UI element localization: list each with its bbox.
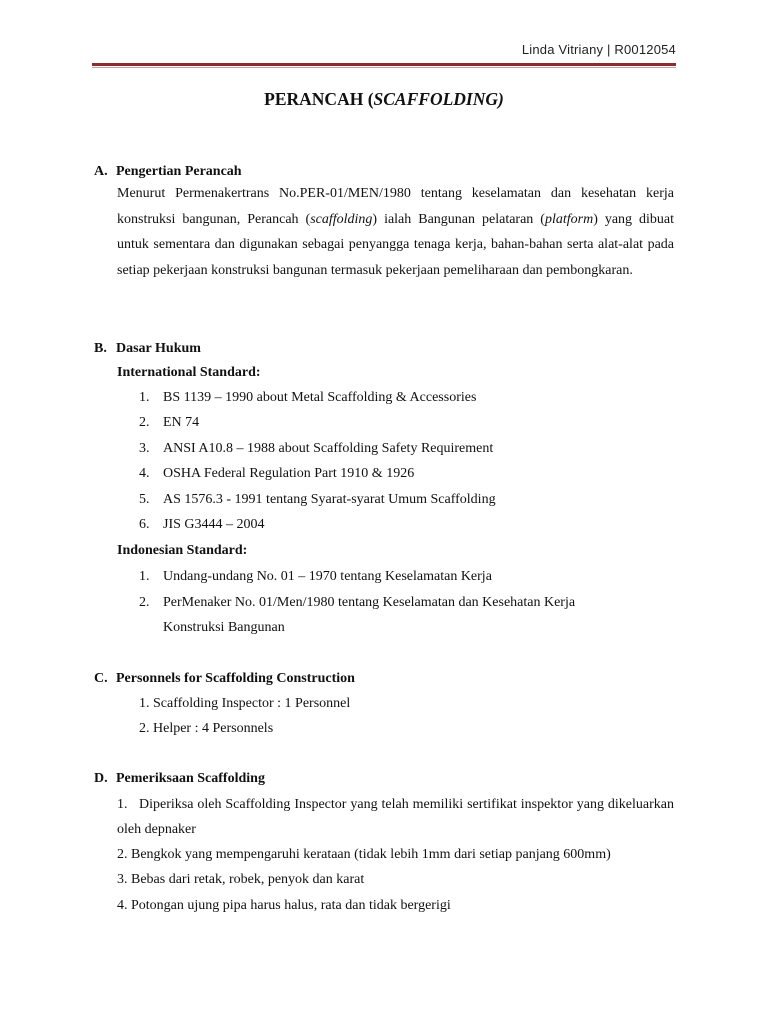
intl-standard-heading: International Standard: (117, 365, 261, 380)
header-rule (92, 63, 676, 66)
page-header-author: Linda Vitriany | R0012054 (521, 42, 676, 57)
document-title: PERANCAH (SCAFFOLDING) (264, 89, 504, 109)
indo-standard-heading: Indonesian Standard: (117, 543, 248, 558)
section-a-heading: A. Pengertian Perancah (94, 164, 242, 179)
header-rule-thin (92, 67, 676, 68)
section-b-heading: B. Dasar Hukum (94, 341, 201, 356)
indo-item: 1. Undang-undang No. 01 – 1970 tentang Keselamatan Kerja (139, 569, 492, 584)
inspection-item: 4. Potongan ujung pipa harus halus, rata dan tidak bergerigi (117, 898, 451, 913)
intl-item: 3. ANSI A10.8 – 1988 about Scaffolding Safety Requirement (139, 441, 494, 456)
inspection-item: 2. Bengkok yang mempengaruhi kerataan (tidak lebih 1mm dari setiap panjang 600mm) (117, 847, 611, 862)
section-d-heading: D. Pemeriksaan Scaffolding (94, 771, 265, 786)
intl-item: 5. AS 1576.3 - 1991 tentang Syarat-syarat Umum Scaffolding (139, 492, 496, 507)
section-c-heading: C. Personnels for Scaffolding Construction (94, 671, 355, 686)
intl-item: 6. JIS G3444 – 2004 (139, 517, 265, 532)
inspection-item: 3. Bebas dari retak, robek, penyok dan karat (117, 872, 365, 887)
intl-item: 2. EN 74 (139, 415, 200, 430)
indo-item: 2. PerMenaker No. 01/Men/1980 tentang Keselamatan dan Kesehatan Kerja (139, 595, 576, 610)
inspection-item: 1. Diperiksa oleh Scaffolding Inspector yang telah memiliki sertifikat inspektor yang dikeluarkan oleh depnaker (117, 797, 674, 837)
indo-item-continuation: Konstruksi Bangunan (163, 620, 285, 635)
personnel-item: 2. Helper : 4 Personnels (139, 721, 274, 736)
section-a-paragraph: Menurut Permenakertrans No.PER-01/MEN/1980 tentang keselamatan dan kesehatan kerja konstruksi bangunan, Perancah (scaffolding) ialah Bangunan pelataran (platform) yang dibuat untuk sementara dan digunakan sebagai penyangga tenaga kerja, bahan-bahan serta alat-alat pada setiap pekerjaan konstruksi bangunan termasuk pekerjaan pemeliharaan dan pembongkaran. (117, 186, 675, 278)
personnel-item: 1. Scaffolding Inspector : 1 Personnel (139, 696, 351, 711)
intl-item: 1. BS 1139 – 1990 about Metal Scaffolding & Accessories (139, 390, 477, 405)
intl-item: 4. OSHA Federal Regulation Part 1910 & 1926 (139, 466, 415, 481)
